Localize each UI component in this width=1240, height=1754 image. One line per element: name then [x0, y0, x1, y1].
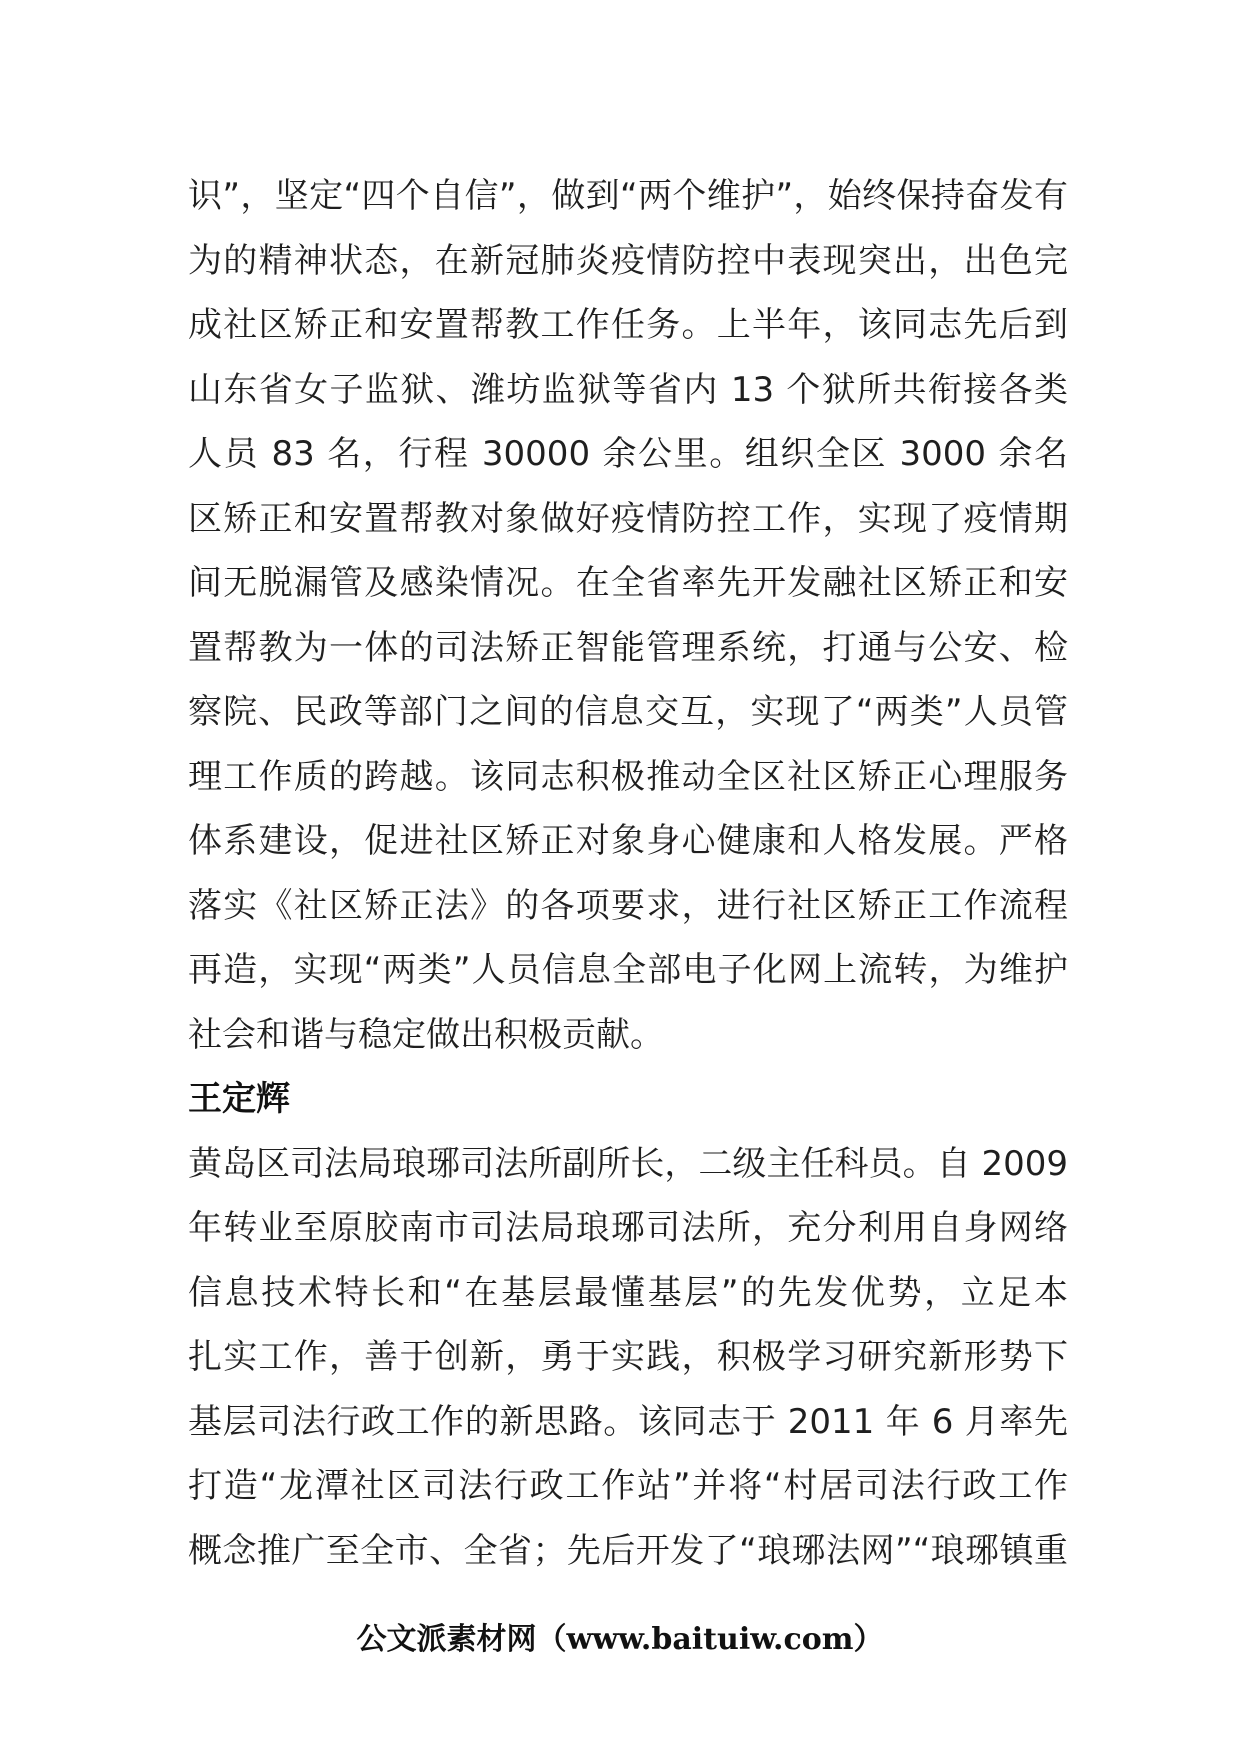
text-line: 落实《社区矫正法》的各项要求，进行社区矫正工作流程: [188, 885, 1068, 926]
text-line: 间无脱漏管及感染情况。在全省率先开发融社区矫正和安: [188, 563, 1068, 603]
text-line: 成社区矫正和安置帮教工作任务。上半年，该同志先后到: [188, 305, 1068, 345]
text-line: 扎实工作，善于创新，勇于实践，积极学习研究新形势下: [188, 1337, 1068, 1377]
text-line: 识”，坚定“四个自信”，做到“两个维护”，始终保持奋发有: [188, 176, 1068, 216]
text-line: 理工作质的跨越。该同志积极推动全区社区矫正心理服务: [188, 756, 1068, 797]
text-line: 打造“龙潭社区司法行政工作站”并将“村居司法行政工作: [188, 1466, 1068, 1506]
text-line: 置帮教为一体的司法矫正智能管理系统，打通与公安、检: [188, 627, 1068, 668]
text-line: 人员 83 名，行程 30000 余公里。组织全区 3000 余名: [188, 434, 1068, 474]
text-line: 山东省女子监狱、潍坊监狱等省内 13 个狱所共衔接各类: [188, 369, 1068, 410]
text-line: 体系建设，促进社区矫正对象身心健康和人格发展。严格: [188, 821, 1068, 861]
page-footer: 公文派素材网（www.baituiw.com）: [356, 1622, 884, 1657]
text-line: 区矫正和安置帮教对象做好疫情防控工作，实现了疫情期: [188, 498, 1068, 539]
document-body: [188, 164, 1068, 1583]
text-line: 社会和谐与稳定做出积极贡献。: [188, 1014, 664, 1055]
text-line: 基层司法行政工作的新思路。该同志于 2011 年 6 月率先: [188, 1401, 1068, 1442]
paragraph-2: [188, 1132, 1068, 1584]
text-line: 概念推广至全市、全省；先后开发了“琅琊法网”“琅琊镇重: [188, 1530, 1068, 1571]
text-line: 再造，实现“两类”人员信息全部电子化网上流转，为维护: [188, 950, 1068, 990]
text-line: 黄岛区司法局琅琊司法所副所长，二级主任科员。自 2009: [188, 1143, 1068, 1184]
paragraph-1: [188, 164, 1068, 1067]
text-line: 信息技术特长和“在基层最懂基层”的先发优势，立足本: [188, 1272, 1068, 1313]
person-name-heading: 王定辉: [188, 1079, 290, 1119]
text-line: 为的精神状态，在新冠肺炎疫情防控中表现突出，出色完: [188, 240, 1068, 281]
text-line: 察院、民政等部门之间的信息交互，实现了“两类”人员管: [188, 692, 1068, 732]
text-line: 年转业至原胶南市司法局琅琊司法所，充分利用自身网络: [188, 1208, 1068, 1248]
